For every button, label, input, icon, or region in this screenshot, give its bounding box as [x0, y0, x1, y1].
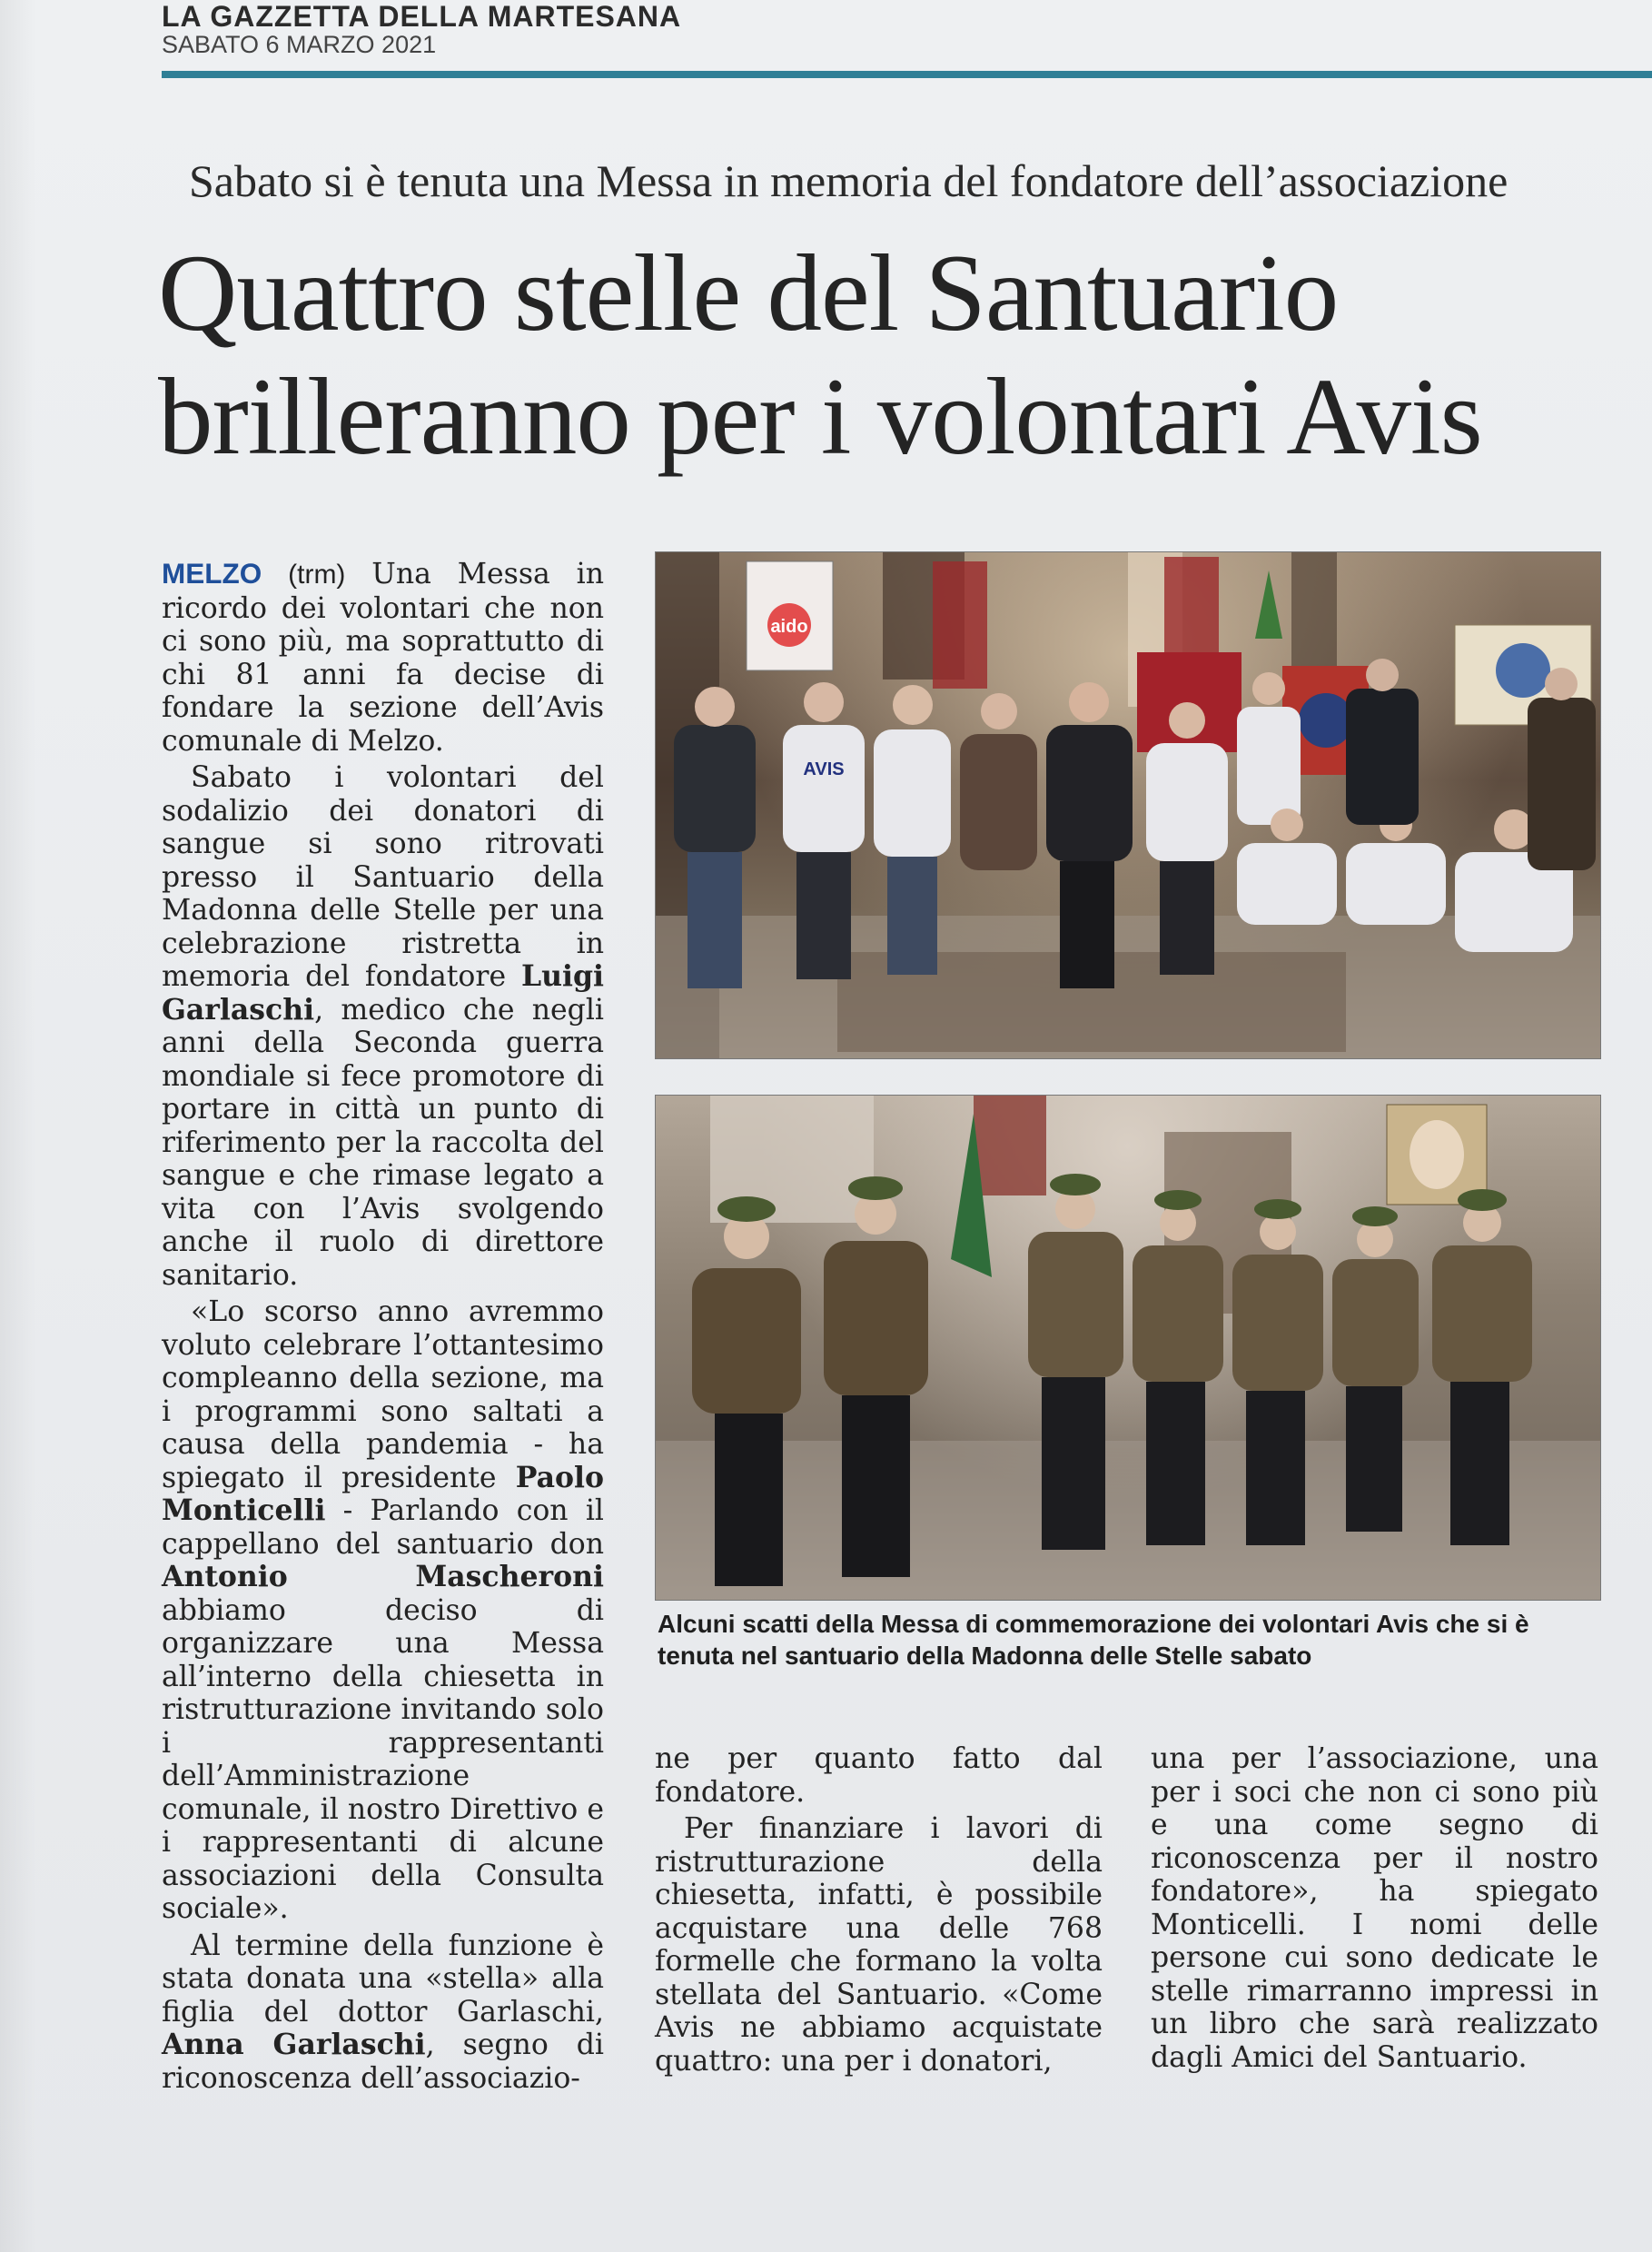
photo-2-illustration [656, 1096, 1600, 1600]
paragraph-text: abbiamo deciso di organizzare una Messa all’interno della chiesetta in ristrutturazione invitando solo i rappresentanti dell’Amministrazione comunale, il nostro Direttivo e i rappresentanti di alcune associazioni della Consulta sociale». [162, 1593, 604, 1925]
banner-aido-text: aido [770, 617, 808, 637]
paragraph-4 [162, 1930, 604, 2096]
paragraph-7: una per l’associazione, una per i soci che non ci sono più e una come segno di riconoscenza per il nostro fondatore», ha spiegato Monticelli. I nomi delle persone cui sono dedicate le stelle rimarranno impressi in un libro che sarà realizzato dagli Amici del Santuario. [1151, 1742, 1598, 2074]
photo-1-illustration [656, 552, 1600, 1058]
masthead-title: LA GAZZETTA DELLA MARTESANA [162, 0, 682, 33]
masthead-rule [162, 71, 1652, 78]
person-name: Paolo Monticelli [162, 1460, 604, 1527]
paragraph-text: Una Messa in ricordo dei volontari che non ci sono più, ma soprattutto di chi 81 anni fa decise di fondare la sezione dell’Avis comunale di Melzo. [162, 558, 604, 758]
dateline-place: MELZO [162, 557, 262, 590]
paragraph-3 [162, 1295, 604, 1926]
article-headline [158, 232, 1482, 479]
byline: (trm) [288, 560, 346, 590]
article-column-1 [162, 557, 604, 2098]
masthead-date: SABATO 6 MARZO 2021 [162, 31, 437, 58]
paragraph-text: , segno di riconoscenza dell’associazio- [162, 2029, 604, 2095]
person-name: Antonio Mascheroni [162, 1560, 604, 1593]
photo-caption: Alcuni scatti della Messa di commemorazione dei volontari Avis che si è tenuta nel santuario della Madonna delle Stelle sabato [658, 1610, 1529, 1670]
headline-line-2: brilleranno per i volontari Avis [158, 356, 1482, 478]
article-column-2 [655, 1742, 1103, 2081]
photo-alpini-group [655, 1095, 1601, 1601]
photo-avis-volunteers [655, 551, 1601, 1059]
paragraph-text: , medico che negli anni della Seconda guerra mondiale si fece promotore di portare in città un punto di riferimento per la raccolta del sangue e che rimase legato a vita con l’Avis svolgendo anche il ruolo di direttore sanitario. [162, 993, 604, 1292]
headline-line-1: Quattro stelle del Santuario [158, 233, 1339, 354]
paragraph-text: Al termine della funzione è stata donata una «stella» alla figlia del dottor Garlaschi, [162, 1929, 604, 2029]
paragraph-text: - Parlando con il cappellano del santuario don [162, 1494, 604, 1561]
jacket-logo: AVIS [803, 759, 845, 779]
paragraph-text: Sabato i volontari del sodalizio dei donatori di sangue si sono ritrovati presso il Santuario della Madonna delle Stelle per una celebrazione ristretta in memoria del fondatore [162, 761, 604, 993]
person-name: Anna Garlaschi [162, 2028, 426, 2061]
paragraph-1 [162, 557, 604, 758]
person-name: Luigi Garlaschi [162, 959, 604, 1027]
paragraph-6: Per finanziare i lavori di ristrutturazione della chiesetta, infatti, è possibile acquistare una delle 768 formelle che formano la volta stellata del Santuario. «Come Avis ne abbiamo acquistate quattro: una per i donatori, [655, 1812, 1103, 2078]
paragraph-text: «Lo scorso anno avremmo voluto celebrare l’ottantesimo compleanno della sezione, ma i programmi sono saltati a causa della pandemia - ha spiegato il presidente [162, 1295, 604, 1494]
article-column-3 [1151, 1742, 1598, 2078]
paragraph-2 [162, 761, 604, 1292]
paragraph-5: ne per quanto fatto dal fondatore. [655, 1742, 1103, 1809]
article-kicker: Sabato si è tenuta una Messa in memoria del fondatore dell’associazione [189, 155, 1509, 206]
